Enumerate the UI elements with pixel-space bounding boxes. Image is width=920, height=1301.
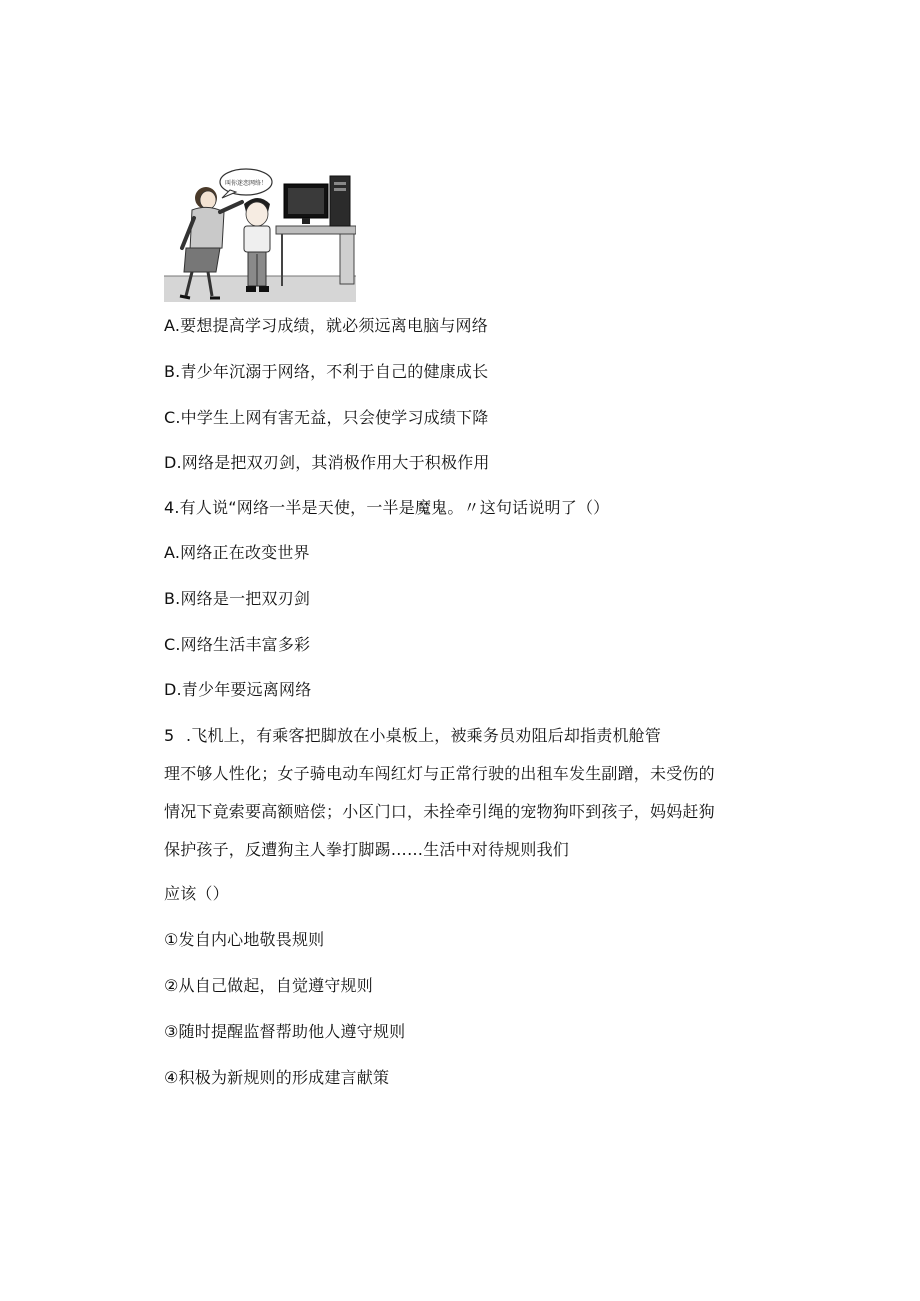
q5-option-2: ②从自己做起，自觉遵守规则 — [164, 976, 373, 995]
q5-stem-line-3: 情况下竟索要高额赔偿；小区门口，未拴牵引绳的宠物狗吓到孩子，妈妈赶狗 — [164, 802, 715, 821]
q4-option-b: B.网络是一把双刃剑 — [164, 589, 311, 608]
speech-bubble-text: 叫你迷恋网络！ — [224, 180, 268, 187]
mother-scolding-child-illustration — [164, 168, 356, 302]
q5-stem-text-1: .飞机上，有乘客把脚放在小桌板上，被乘务员劝阻后却指责机舱管 — [186, 726, 662, 745]
q3-option-c: C.中学生上网有害无益，只会使学习成绩下降 — [164, 408, 489, 427]
q5-stem-line-4: 保护孩子，反遭狗主人拳打脚踢……生活中对待规则我们 — [164, 840, 570, 859]
q3-option-d: D.网络是把双刃剑，其消极作用大于积极作用 — [164, 453, 490, 472]
q5-number: 5 — [164, 726, 175, 745]
q5-option-4: ④积极为新规则的形成建言献策 — [164, 1068, 390, 1087]
q4-option-d: D.青少年要远离网络 — [164, 680, 312, 699]
q3-option-a: A.要想提高学习成绩，就必须远离电脑与网络 — [164, 316, 488, 335]
q5-option-1: ①发自内心地敬畏规则 — [164, 930, 325, 949]
q5-stem-line-2: 理不够人性化；女子骑电动车闯红灯与正常行驶的出租车发生副蹭，未受伤的 — [164, 764, 715, 783]
q5-option-3: ③随时提醒监督帮助他人遵守规则 — [164, 1022, 406, 1041]
q4-option-c: C.网络生活丰富多彩 — [164, 635, 311, 654]
q4-stem: 4.有人说“网络一半是天使，一半是魔鬼。〃这句话说明了（） — [164, 498, 610, 517]
q4-option-a: A.网络正在改变世界 — [164, 543, 310, 562]
q5-stem-line-1 — [164, 726, 661, 746]
q3-option-b: B.青少年沉溺于网络，不利于自己的健康成长 — [164, 362, 489, 381]
q5-stem-line-5: 应该（） — [164, 884, 229, 903]
